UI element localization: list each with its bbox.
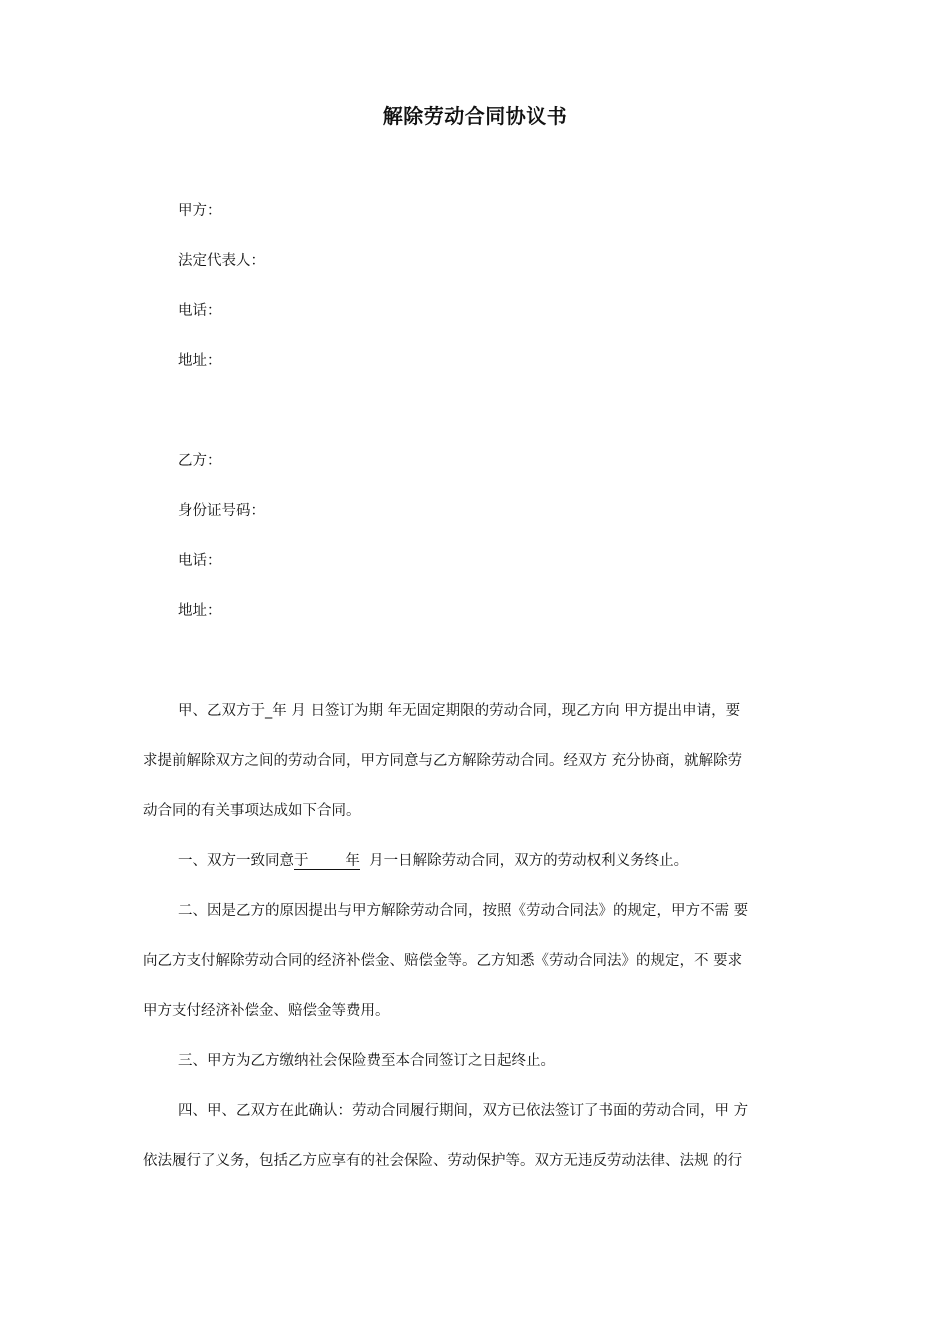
- party-b-label: 乙方：: [178, 453, 222, 469]
- intro-line-1: 甲、乙双方于_年 月 日签订为期 年无固定期限的劳动合同，现乙方向 甲方提出申请，要: [178, 703, 741, 719]
- clause-1-text-after: 月一日解除劳动合同，双方的劳动权利义务终止。: [359, 853, 689, 869]
- clause-2-line-3: 甲方支付经济补偿金、赔偿金等费用。: [143, 1003, 390, 1019]
- intro-line-2: 求提前解除双方之间的劳动合同，甲方同意与乙方解除劳动合同。经双方 充分协商，就解除劳: [143, 753, 743, 769]
- party-a-phone-label: 电话：: [178, 303, 222, 319]
- party-a-representative-label: 法定代表人：: [178, 253, 265, 269]
- party-a-address-label: 地址：: [178, 353, 222, 369]
- intro-line-3: 动合同的有关事项达成如下合同。: [143, 803, 361, 819]
- clause-2-line-1: 二、因是乙方的原因提出与甲方解除劳动合同，按照《劳动合同法》的规定，甲方不需 要: [178, 903, 749, 919]
- party-b-address-label: 地址：: [178, 603, 222, 619]
- party-b-phone-label: 电话：: [178, 553, 222, 569]
- party-b-id-label: 身份证号码：: [178, 503, 265, 519]
- clause-3-line-1: 三、甲方为乙方缴纳社会保险费至本合同签订之日起终止。: [178, 1053, 555, 1069]
- party-a-label: 甲方：: [178, 203, 222, 219]
- clause-1-date-blank: 于 年: [294, 853, 360, 869]
- clause-1-text-before: 一、双方一致同意: [178, 853, 294, 869]
- clause-2-line-2: 向乙方支付解除劳动合同的经济补偿金、赔偿金等。乙方知悉《劳动合同法》的规定，不 要求: [143, 953, 743, 969]
- clause-4-line-2: 依法履行了义务，包括乙方应享有的社会保险、劳动保护等。双方无违反劳动法律、法规 的行: [143, 1153, 743, 1169]
- clause-4-line-1: 四、甲、乙双方在此确认：劳动合同履行期间，双方已依法签订了书面的劳动合同，甲 方: [178, 1103, 749, 1119]
- document-title: 解除劳动合同协议书: [382, 104, 568, 128]
- clause-1: [143, 851, 817, 871]
